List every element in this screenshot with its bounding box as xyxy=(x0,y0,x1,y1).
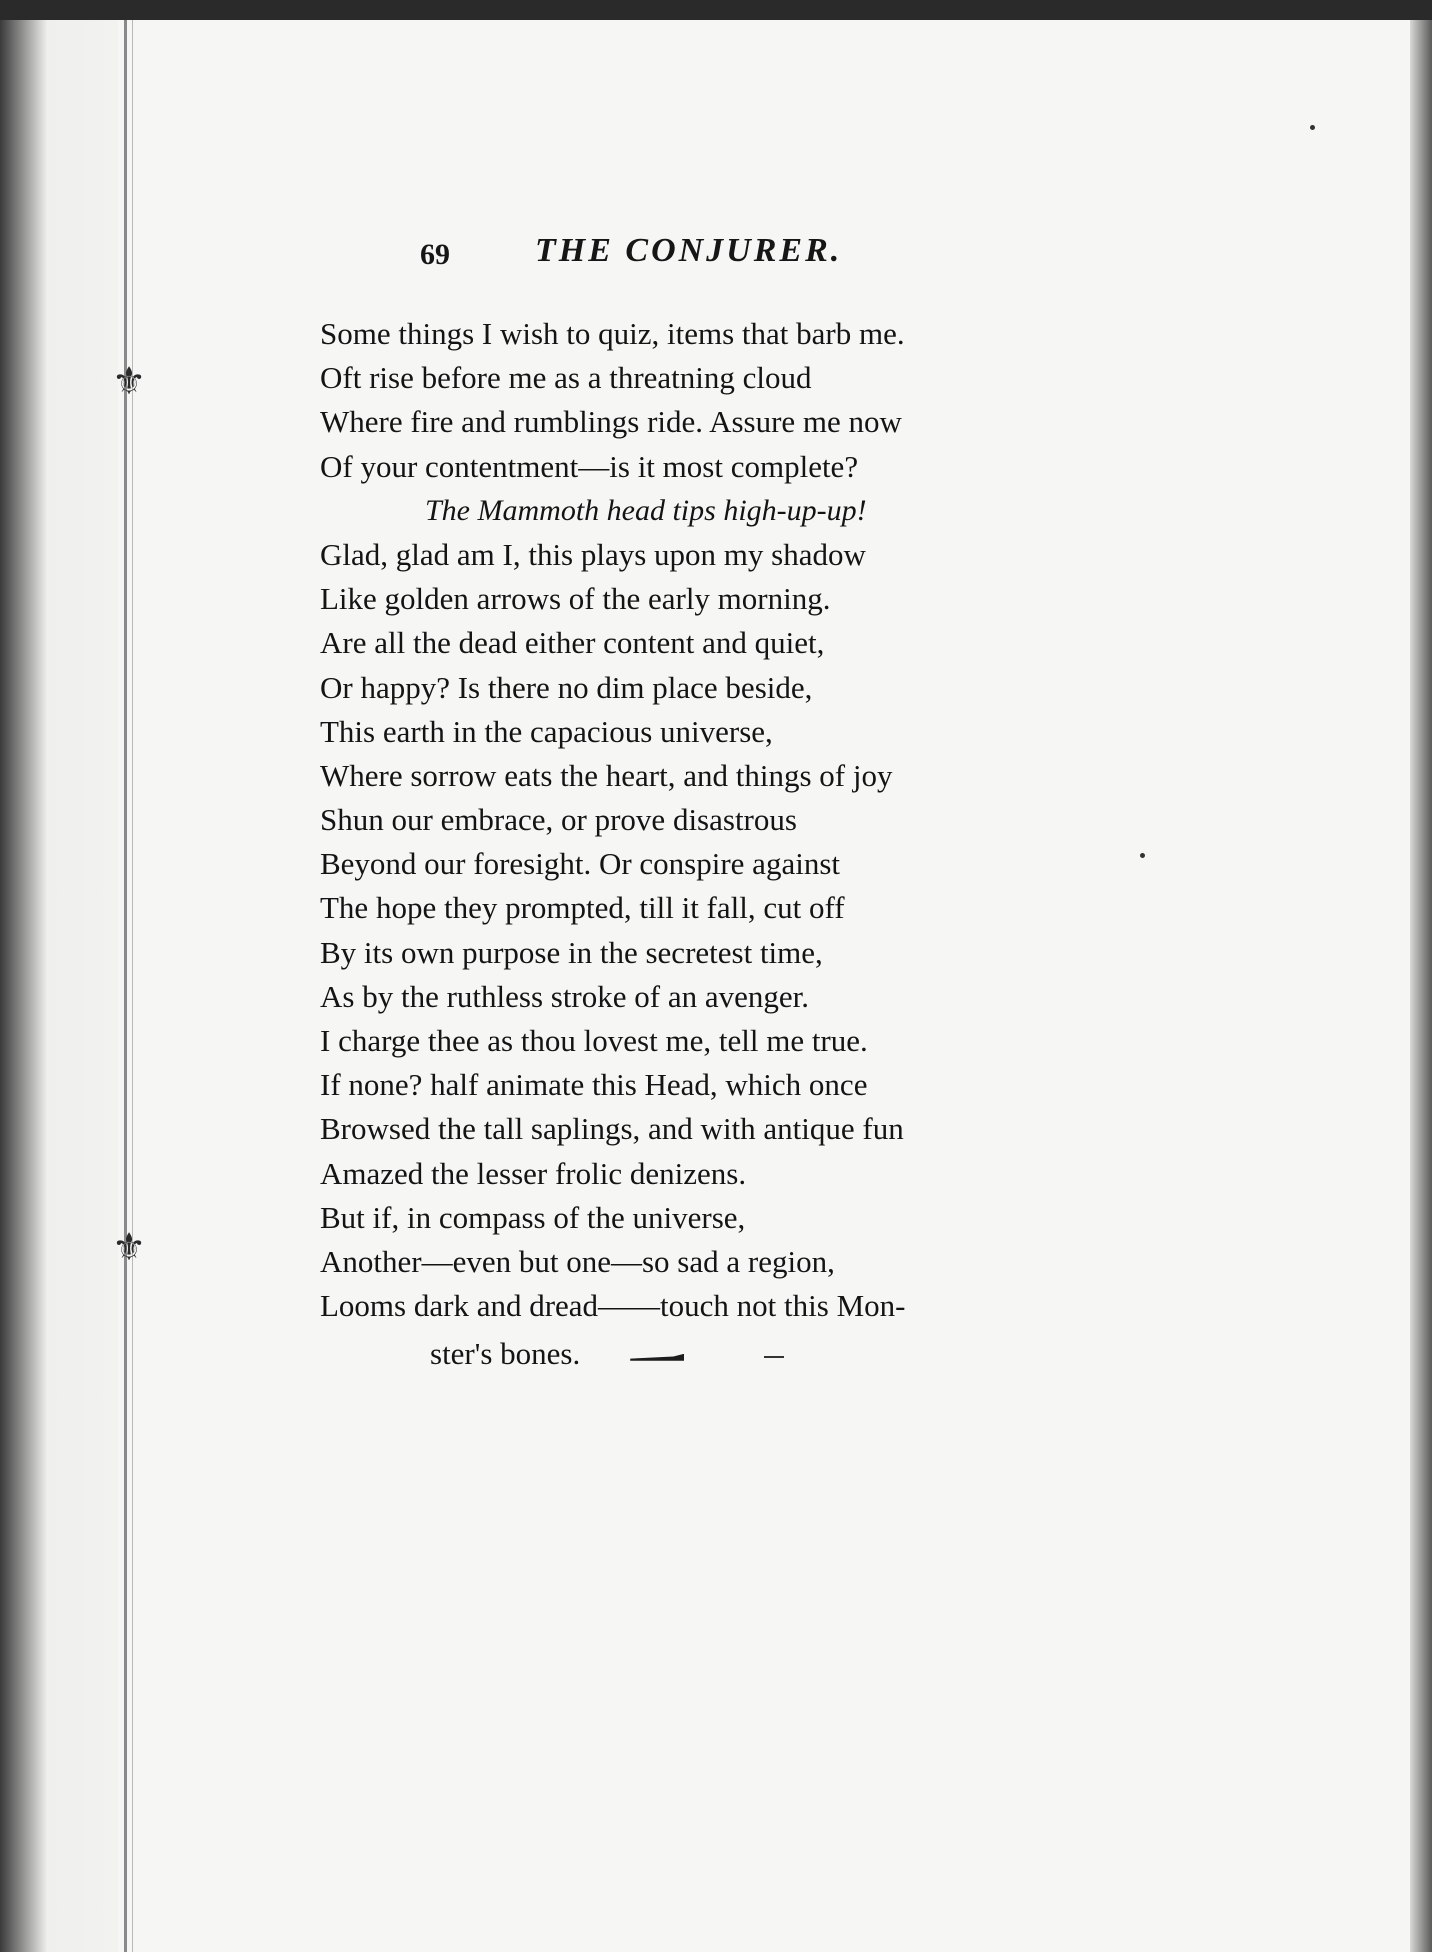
poem-line: By its own purpose in the secretest time, xyxy=(320,934,823,970)
paper-speck xyxy=(1310,125,1315,130)
poem-line: Shun our embrace, or prove disastrous xyxy=(320,802,797,838)
page-edge xyxy=(1410,0,1432,1952)
dash-ornament-icon xyxy=(764,1356,784,1358)
poem-line: This earth in the capacious universe, xyxy=(320,713,773,749)
poem-line: Browsed the tall saplings, and with antique fun xyxy=(320,1111,904,1147)
poem-line: Where fire and rumblings ride. Assure me now xyxy=(320,404,902,440)
paper-speck xyxy=(1140,853,1145,858)
poem-line: If none? half animate this Head, which once xyxy=(320,1067,868,1103)
poem-line: But if, in compass of the universe, xyxy=(320,1199,746,1235)
gutter-rule xyxy=(124,20,127,1952)
poem-line: Another—even but one—so sad a region, xyxy=(320,1243,835,1279)
poem-line: Are all the dead either content and quiet, xyxy=(320,625,825,661)
poem-line: Glad, glad am I, this plays upon my shadow xyxy=(320,536,866,572)
poem-final-line xyxy=(320,1332,1060,1376)
poem-line: Where sorrow eats the heart, and things of joy xyxy=(320,757,893,793)
poem-line: Like golden arrows of the early morning. xyxy=(320,581,831,617)
gutter-rule-secondary xyxy=(132,20,133,1952)
poem-line: Beyond our foresight. Or conspire against xyxy=(320,846,840,882)
running-title: THE CONJURER. xyxy=(535,232,843,269)
poem-line: Looms dark and dread——touch not this Mon- xyxy=(320,1288,906,1324)
scan-top-border xyxy=(0,0,1432,20)
poem-line: As by the ruthless stroke of an avenger. xyxy=(320,978,809,1014)
binding-ornament-icon: ⚜ xyxy=(112,1225,147,1269)
poem-line: Or happy? Is there no dim place beside, xyxy=(320,669,813,705)
poem-line: Oft rise before me as a threatning cloud xyxy=(320,360,812,396)
binding-ornament-icon: ⚜ xyxy=(112,359,147,403)
poem-line: Amazed the lesser frolic denizens. xyxy=(320,1155,747,1191)
poem-line-italic: The Mammoth head tips high-up-up! xyxy=(425,493,867,527)
poem-line: Some things I wish to quiz, items that barb me. xyxy=(320,316,905,351)
poem-text xyxy=(320,312,1060,1377)
binding-shadow xyxy=(0,0,118,1952)
page-number: 69 xyxy=(420,238,450,271)
tailpiece-ornament-icon xyxy=(630,1354,684,1361)
poem-line: I charge thee as thou lovest me, tell me true. xyxy=(320,1023,868,1058)
poem-line: The hope they prompted, till it fall, cut off xyxy=(320,890,845,926)
poem-line: Of your contentment—is it most complete? xyxy=(320,448,859,484)
poem-line: ster's bones. xyxy=(430,1336,581,1372)
